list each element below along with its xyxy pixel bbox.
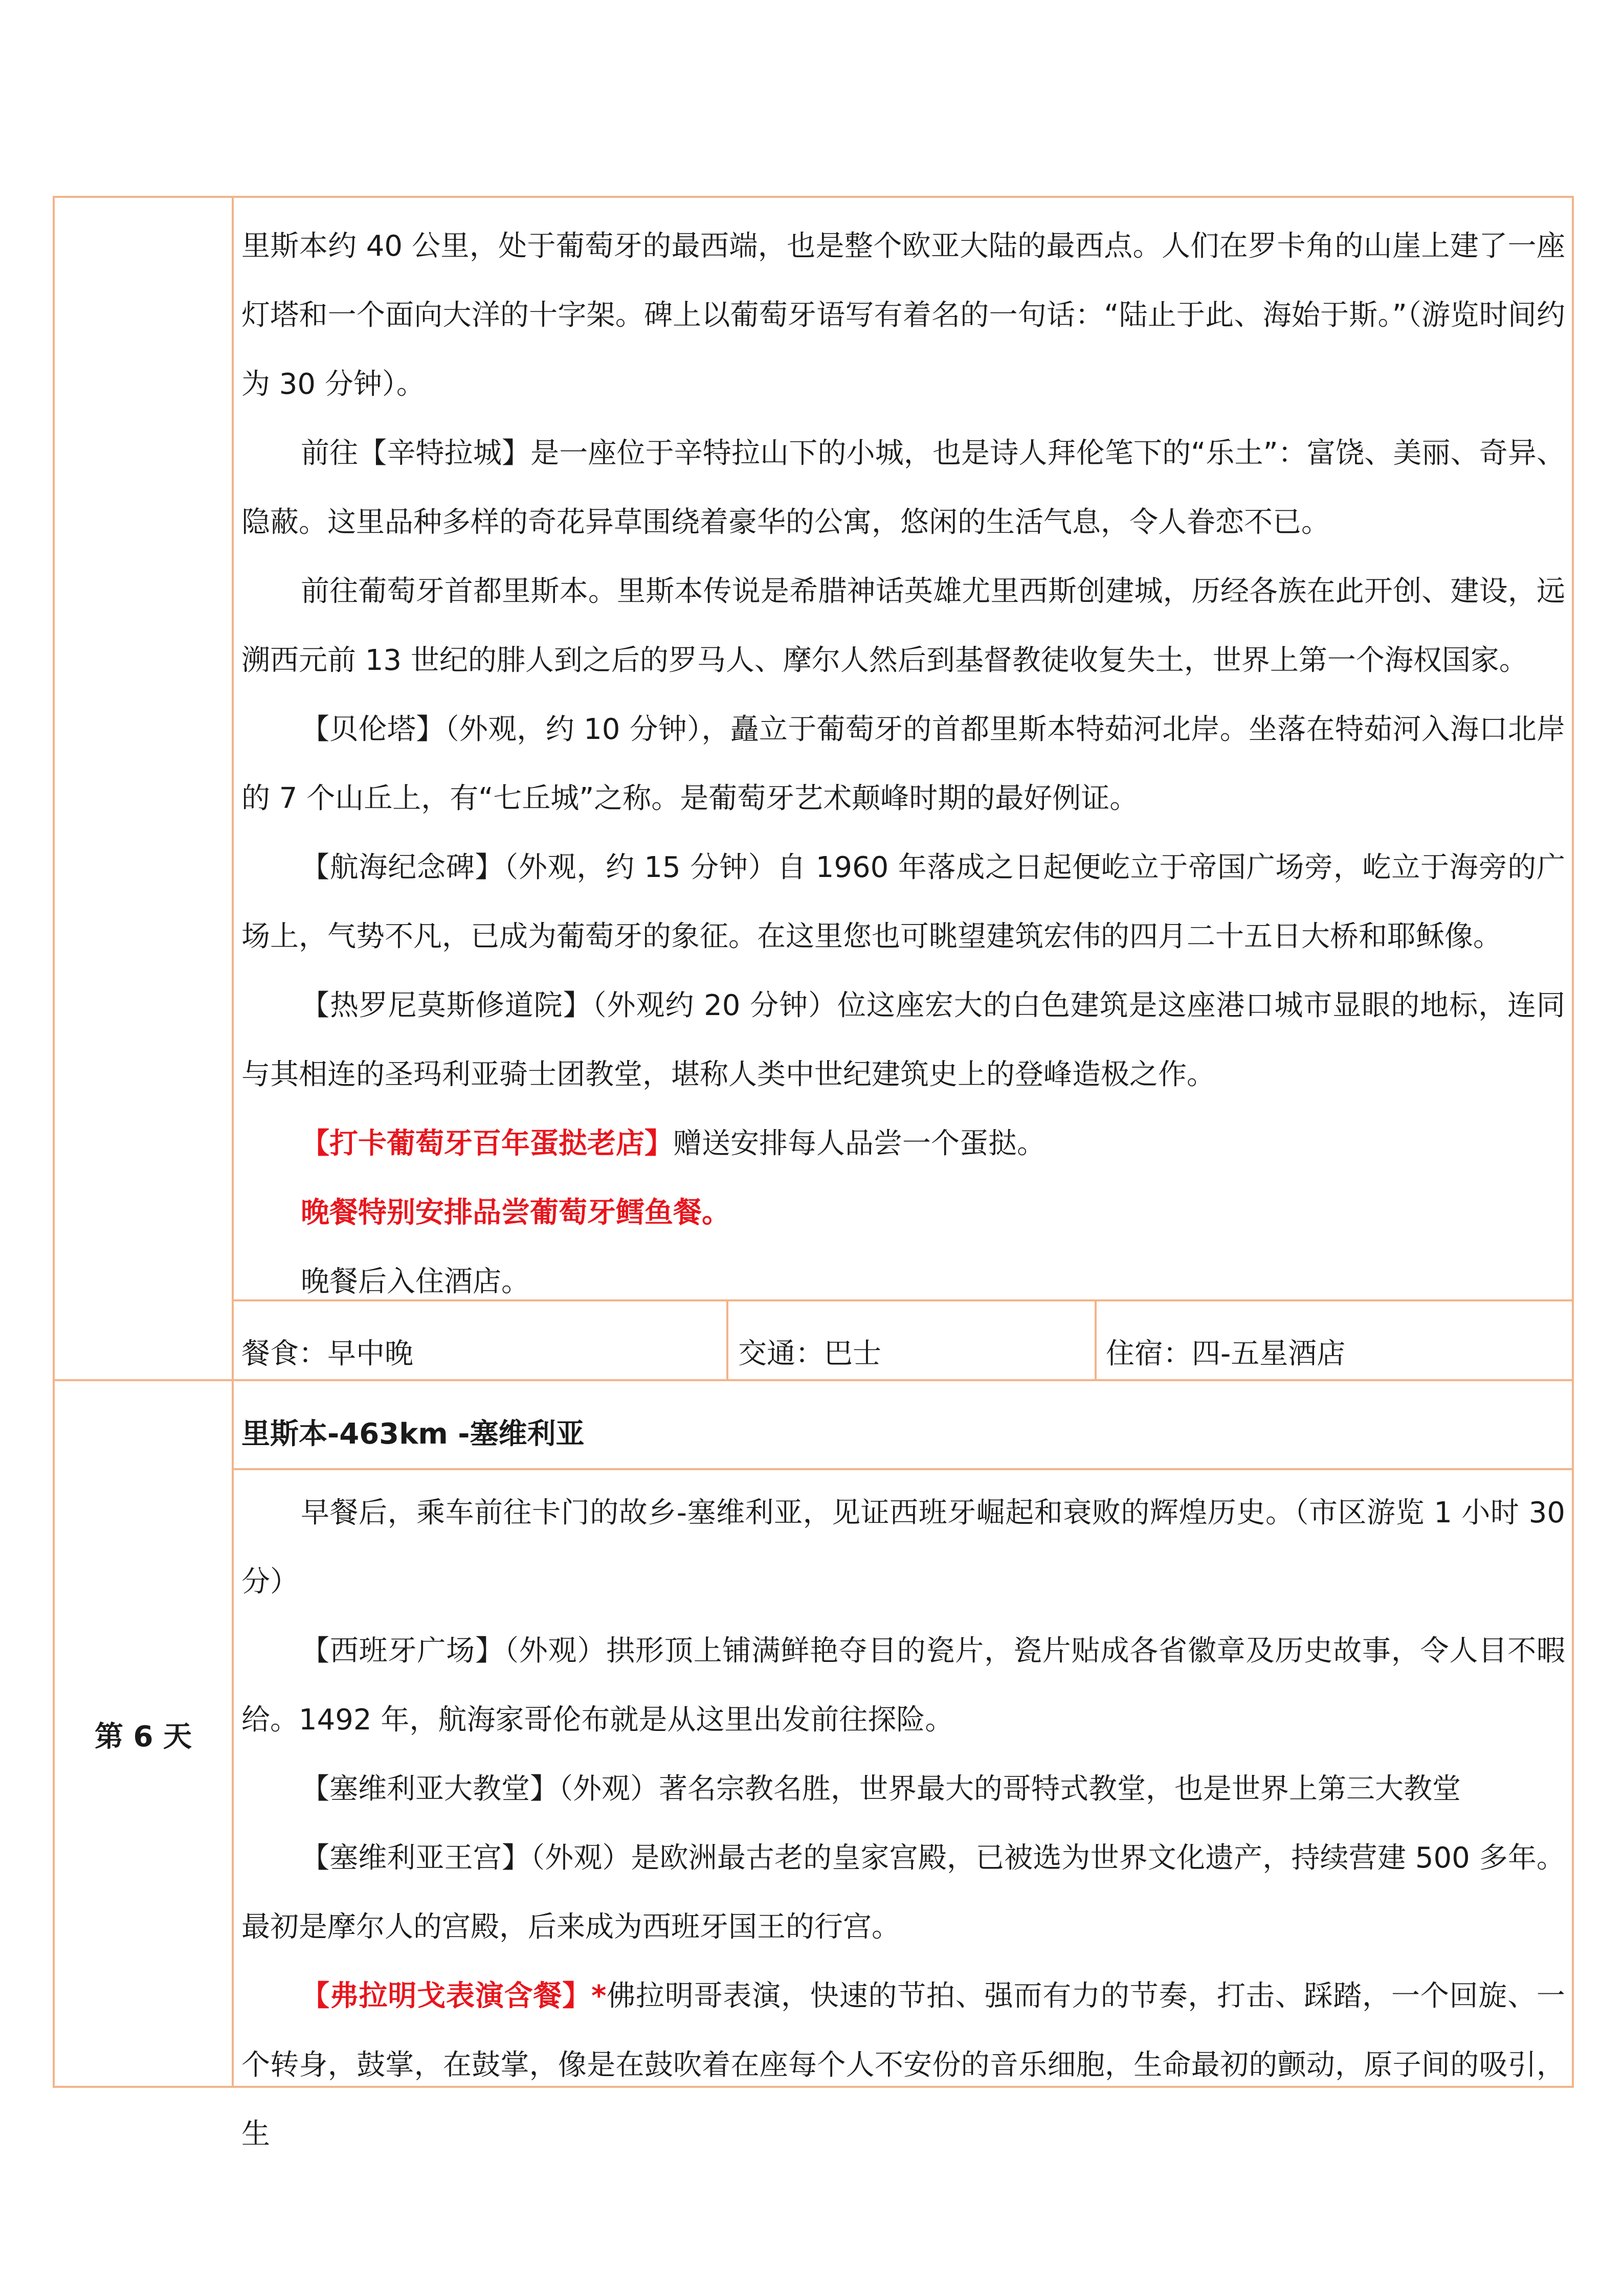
paragraph-cathedral: 【塞维利亚大教堂】（外观）著名宗教名胜，世界最大的哥特式教堂，也是世界上第三大教堂 xyxy=(301,1772,1461,1806)
paragraph: 里斯本约 40 公里，处于葡萄牙的最西端，也是整个欧亚大陆的最西点。人们在罗卡角的山崖上建了一座灯塔和一个面向大洋的十字架。碑上以葡萄牙语写有着名的一句话：“陆止于此、海始于斯。”（游览时间约为 30 分钟）。 xyxy=(241,230,1565,401)
route-bottom-border xyxy=(232,1468,1574,1470)
egg-tart-desc: 赠送安排每人品尝一个蛋挞。 xyxy=(673,1127,1045,1160)
meals-info: 餐食：早中晚 xyxy=(241,1337,413,1370)
table-left-border xyxy=(53,196,55,2088)
highlight-flamenco: 【弗拉明戈表演含餐】 xyxy=(301,1979,592,2013)
transport-info: 交通：巴士 xyxy=(738,1337,881,1370)
day6-content xyxy=(241,1478,1565,2169)
day6-top-border xyxy=(53,1379,1574,1381)
paragraph-hotel-checkin: 晚餐后入住酒店。 xyxy=(301,1265,530,1298)
paragraph-plaza-espana: 【西班牙广场】（外观）拱形顶上铺满鲜艳夺目的瓷片，瓷片贴成各省徽章及历史故事，令人目不暇给。1492 年，航海家哥伦布就是从这里出发前往探险。 xyxy=(241,1634,1565,1737)
route-title: 里斯本-463km -塞维利亚 xyxy=(241,1417,585,1451)
paragraph-belem-tower: 【贝伦塔】（外观，约 10 分钟），矗立于葡萄牙的首都里斯本特茹河北岸。坐落在特茹河入海口北岸的 7 个山丘上，有“七丘城”之称。是葡萄牙艺术颠峰时期的最好例证。 xyxy=(241,713,1565,815)
flamenco-desc: 佛拉明哥表演，快速的节拍、强而有力的节奏，打击、踩踏，一个回旋、一个转身，鼓掌，在鼓掌，像是在鼓吹着在座每个人不安份的音乐细胞，生命最初的颤动，原子间的吸引，生 xyxy=(241,1979,1566,2151)
day-label: 第 6 天 xyxy=(95,1720,192,1753)
paragraph-lisbon: 前往葡萄牙首都里斯本。里斯本传说是希腊神话英雄尤里西斯创建城，历经各族在此开创、建设，远溯西元前 13 世纪的腓人到之后的罗马人、摩尔人然后到基督教徒收复失土，世界上第一个海权国家。 xyxy=(241,575,1565,677)
paragraph-egg-tart xyxy=(241,1109,1565,1178)
flamenco-asterisk: * xyxy=(591,1979,607,2013)
paragraph-sintra: 前往【辛特拉城】是一座位于辛特拉山下的小城，也是诗人拜伦笔下的“乐土”：富饶、美丽、奇异、隐蔽。这里品种多样的奇花异草围绕着豪华的公寓，悠闲的生活气息，令人眷恋不已。 xyxy=(241,437,1565,539)
highlight-egg-tart: 【打卡葡萄牙百年蛋挞老店】 xyxy=(301,1127,673,1160)
prev-day-content xyxy=(241,212,1565,1316)
hotel-info: 住宿：四-五星酒店 xyxy=(1106,1337,1346,1370)
highlight-cod-dinner: 晚餐特别安排品尝葡萄牙鳕鱼餐。 xyxy=(301,1196,730,1229)
paragraph-monument: 【航海纪念碑】（外观，约 15 分钟）自 1960 年落成之日起便屹立于帝国广场旁，屹立于海旁的广场上，气势不凡，已成为葡萄牙的象征。在这里您也可眺望建筑宏伟的四月二十五日大桥和耶稣像。 xyxy=(241,851,1565,953)
paragraph-flamenco xyxy=(241,1962,1565,2169)
table-top-border xyxy=(53,196,1574,198)
paragraph-alcazar: 【塞维利亚王宫】（外观）是欧洲最古老的皇家宫殿，已被选为世界文化遗产，持续营建 500 多年。最初是摩尔人的宫殿，后来成为西班牙国王的行宫。 xyxy=(241,1841,1565,1944)
paragraph-jeronimos: 【热罗尼莫斯修道院】（外观约 20 分钟）位这座宏大的白色建筑是这座港口城市显眼的地标，连同与其相连的圣玛利亚骑士团教堂，堪称人类中世纪建筑史上的登峰造极之作。 xyxy=(241,989,1565,1091)
day-column-border xyxy=(232,196,234,2088)
table-right-border xyxy=(1572,196,1574,2088)
paragraph-breakfast: 早餐后，乘车前往卡门的故乡-塞维利亚，见证西班牙崛起和衰败的辉煌历史。（市区游览 1 小时 30 分） xyxy=(241,1496,1565,1599)
